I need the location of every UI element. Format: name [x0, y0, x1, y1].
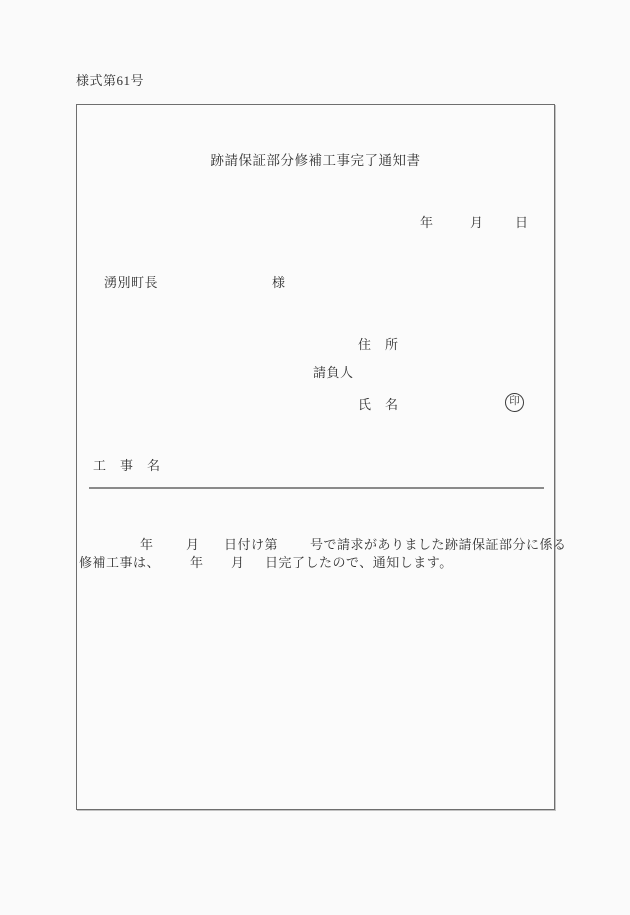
body-line1-day-prefix: 日付け第: [224, 537, 279, 552]
body-line2-text: 日完了したので、通知します。: [265, 555, 453, 570]
body-line2-year-label: 年: [190, 555, 204, 570]
addressee-title: 湧別町長: [104, 275, 159, 290]
body-line1-year-label: 年: [140, 537, 154, 552]
body-line1-month-label: 月: [186, 537, 200, 552]
addressee-honorific: 様: [272, 275, 286, 290]
form-number-label: 様式第61号: [76, 73, 145, 88]
form-border-box: [76, 104, 567, 810]
body-line2-month-label: 月: [231, 555, 245, 570]
contractor-address-label: 住 所: [358, 337, 399, 352]
seal-mark: 印: [505, 393, 524, 412]
project-name-underline: [89, 487, 544, 489]
project-name-label: 工 事 名: [93, 458, 161, 473]
body-line1-text: 号で請求がありました跡請保証部分に係る: [310, 537, 567, 552]
contractor-name-label: 氏 名: [358, 397, 399, 412]
body-line2-lead: 修補工事は、: [79, 555, 161, 570]
date-month-label: 月: [470, 215, 484, 230]
contractor-role-label: 請負人: [313, 365, 354, 380]
form-title: 跡請保証部分修補工事完了通知書: [210, 153, 421, 168]
date-day-label: 日: [515, 215, 529, 230]
date-year-label: 年: [420, 215, 434, 230]
